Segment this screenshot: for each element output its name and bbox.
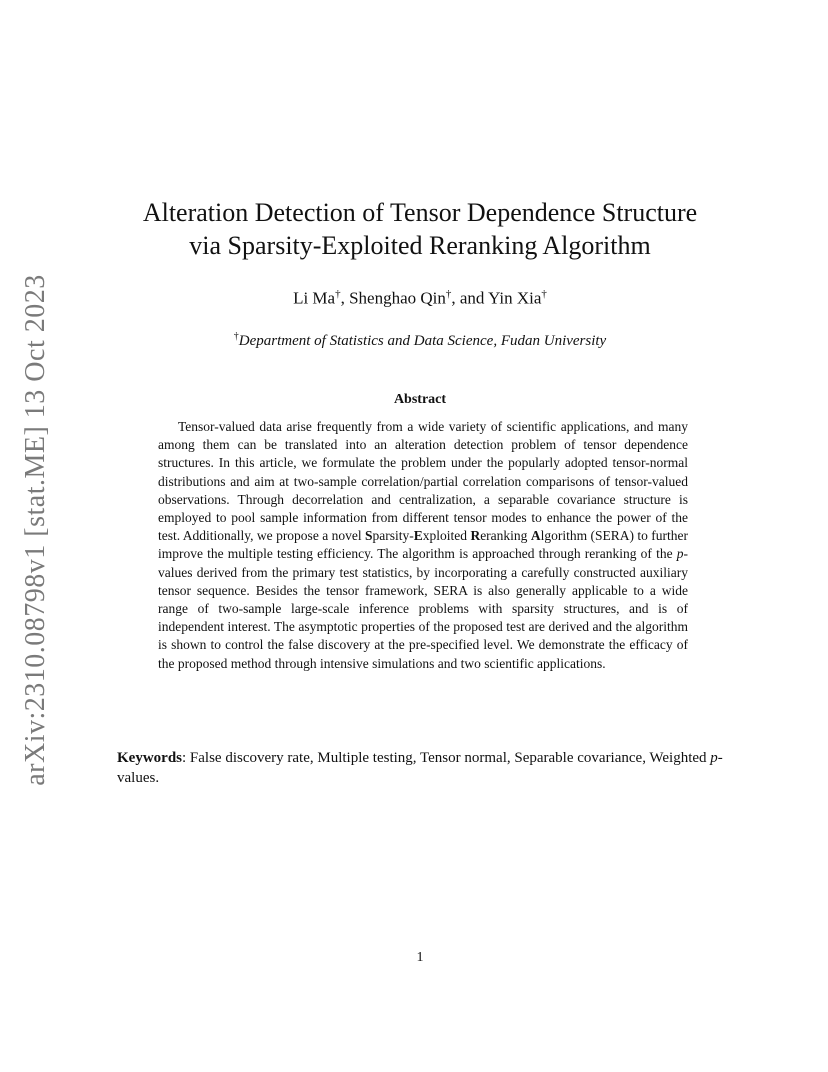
abstract-text-part-3: -values derived from the primary test statistics, by incorporating a carefully constructed auxiliary tensor sequence. Besides the tensor framework, SERA is also generally applicable to a wide range of two-sample large-scale inference problems with sparsity structures, and is of independent interest. The asymptotic properties of the proposed test are derived and the algorithm is shown to control the false discovery at the pre-specified level. We demonstrate the efficacy of the proposed method through intensive simulations and two scientific applications. (158, 546, 688, 671)
keywords-label: Keywords (117, 750, 182, 766)
acronym-rest-e: xploited (422, 528, 471, 544)
acronym-letter-r: R (470, 528, 481, 544)
author-separator: , and (451, 288, 489, 308)
keywords-text: False discovery rate, Multiple testing, Tensor normal, Separable covariance, Weighted (189, 750, 711, 766)
abstract-body (158, 418, 688, 673)
acronym-letter-s: S (365, 528, 373, 544)
abstract-heading: Abstract (393, 392, 447, 407)
author-separator: , (340, 288, 350, 308)
acronym-rest-s: parsity- (372, 528, 414, 544)
acronym-letter-e: E (413, 528, 423, 544)
arxiv-stamp-text: arXiv:2310.08798v1 [stat.ME] 13 Oct 2023 (20, 274, 51, 786)
author-mark: † (541, 288, 547, 300)
paper-title (110, 196, 730, 262)
acronym-rest-a: lgorithm (540, 528, 588, 544)
author-name: Yin Xia (488, 288, 542, 308)
page-number: 1 (416, 950, 424, 965)
author-name: Shenghao Qin (349, 288, 446, 308)
author-mark: † (445, 288, 452, 300)
author-list (110, 288, 730, 309)
affiliation-mark: † (233, 331, 239, 342)
keywords-p-variable: p (710, 750, 718, 766)
title-line-1: Alteration Detection of Tensor Dependence Structure (142, 198, 698, 227)
p-variable: p (676, 546, 684, 562)
acronym-rest-r: eranking (480, 528, 531, 544)
author-mark: † (335, 288, 341, 300)
affiliation-text: Department of Statistics and Data Science, Fudan University (238, 333, 607, 349)
author-name: Li Ma (293, 288, 336, 308)
title-line-2: via Sparsity-Exploited Reranking Algorithm (189, 231, 651, 260)
acronym-letter-a: A (530, 528, 541, 544)
abstract-text-part-2: (SERA) to further improve the multiple testing efficiency. The algorithm is approached through reranking of the (158, 528, 689, 562)
keywords-section (117, 748, 727, 788)
arxiv-side-stamp (10, 274, 62, 786)
affiliation (110, 331, 730, 350)
keywords-colon: : (182, 750, 190, 766)
keywords-tail: -values. (117, 750, 723, 786)
abstract-text-part-1: Tensor-valued data arise frequently from a wide variety of scientific applications, and many among them can be translated into an alteration detection problem of tensor dependence structures. In this article, we formulate the problem under the popularly adopted tensor-normal distributions and aim at two-sample correlation/partial correlation comparisons of tensor-valued observations. Through decorrelation and centralization, a separable covariance structure is employed to pool sample information from different tensor modes to enhance the power of the test. Additionally, we propose a novel (158, 419, 688, 544)
